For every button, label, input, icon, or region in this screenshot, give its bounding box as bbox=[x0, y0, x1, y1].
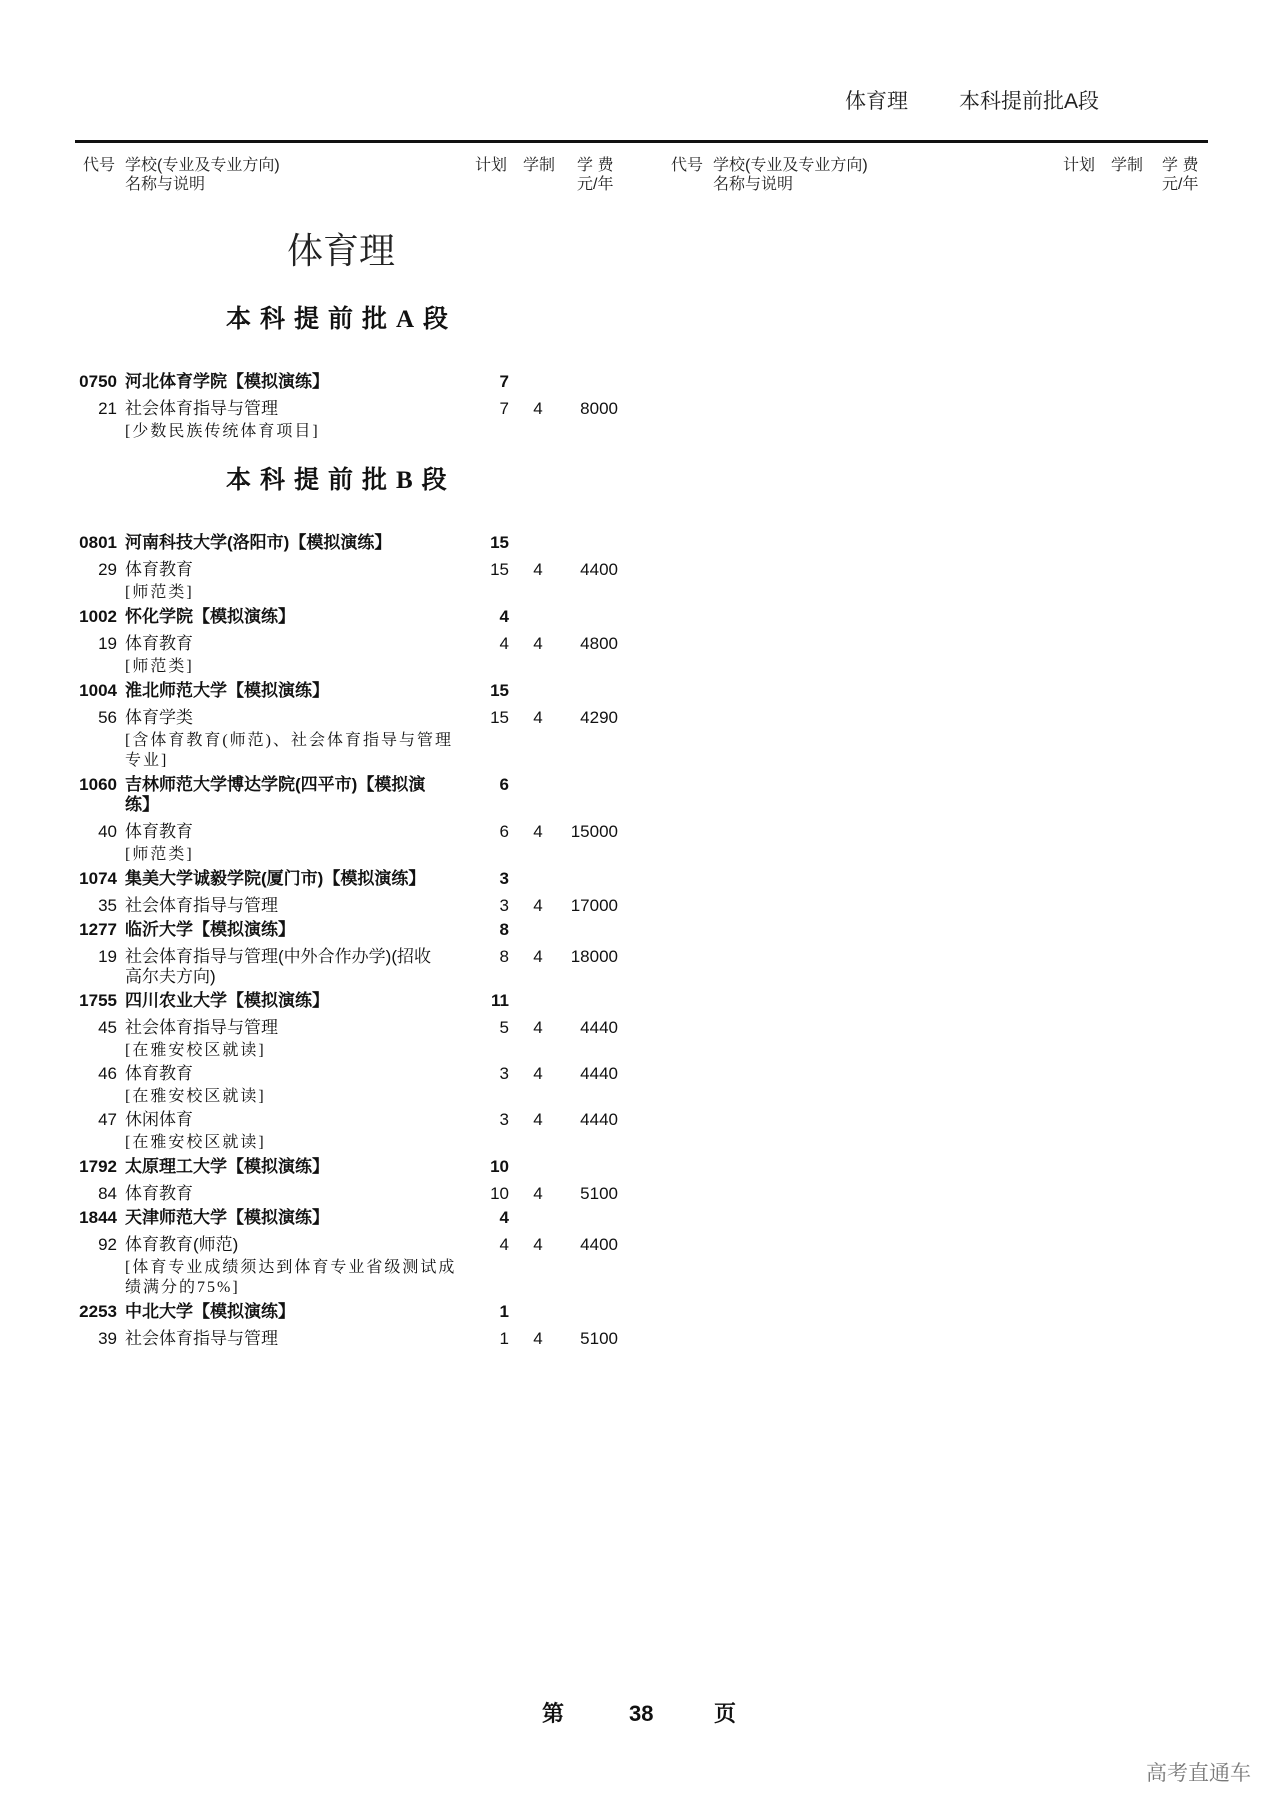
institution-row bbox=[75, 991, 618, 1015]
page-number-prefix: 第 bbox=[542, 1701, 565, 1726]
major-plan: 5 bbox=[499, 1018, 509, 1037]
institution-code: 0750 bbox=[79, 372, 117, 391]
institution-plan: 10 bbox=[490, 1157, 509, 1176]
major-plan: 6 bbox=[499, 822, 509, 841]
major-row bbox=[75, 1329, 618, 1349]
column-header-fee-unit: 元/年 bbox=[1162, 176, 1199, 193]
major-fee: 15000 bbox=[570, 822, 618, 841]
column-header-code: 代号 bbox=[83, 157, 116, 174]
major-row bbox=[75, 560, 618, 580]
institution-code: 1004 bbox=[79, 681, 117, 700]
major-code: 21 bbox=[98, 399, 117, 418]
major-plan: 3 bbox=[499, 896, 509, 915]
major-plan: 7 bbox=[499, 399, 509, 418]
major-row bbox=[75, 896, 618, 916]
major-row bbox=[75, 399, 618, 419]
major-row bbox=[75, 634, 618, 654]
institution-plan: 11 bbox=[491, 991, 509, 1010]
major-note: [师范类] bbox=[125, 846, 194, 863]
major-row bbox=[75, 1110, 618, 1130]
major-plan: 1 bbox=[499, 1329, 509, 1348]
major-fee: 8000 bbox=[580, 399, 618, 418]
major-plan: 4 bbox=[499, 634, 509, 653]
major-plan: 8 bbox=[499, 947, 509, 966]
major-fee: 4800 bbox=[580, 634, 618, 653]
institution-row bbox=[75, 681, 618, 705]
section-title: 本科提前批B段 bbox=[226, 467, 456, 494]
column-header-plan: 计划 bbox=[475, 157, 508, 174]
major-years: 4 bbox=[533, 822, 543, 841]
major-years: 4 bbox=[533, 1018, 543, 1037]
institution-plan: 3 bbox=[499, 869, 509, 888]
major-fee: 4440 bbox=[580, 1064, 618, 1083]
institution-plan: 6 bbox=[499, 775, 509, 794]
major-years: 4 bbox=[533, 1235, 543, 1254]
major-row bbox=[75, 708, 618, 728]
institution-code: 1002 bbox=[79, 607, 117, 626]
institution-code: 0801 bbox=[79, 533, 117, 552]
major-years: 4 bbox=[533, 1064, 543, 1083]
major-row bbox=[75, 947, 618, 987]
institution-name: 四川农业大学【模拟演练】 bbox=[125, 991, 329, 1010]
institution-plan: 1 bbox=[499, 1302, 509, 1321]
column-header-code: 代号 bbox=[671, 157, 704, 174]
institution-plan: 8 bbox=[499, 920, 509, 939]
institution-plan: 4 bbox=[499, 607, 509, 626]
major-code: 84 bbox=[98, 1184, 117, 1203]
major-note: [体育专业成绩须达到体育专业省级测试成绩满分的75%] bbox=[125, 1259, 457, 1296]
major-name: 社会体育指导与管理(中外合作办学)(招收高尔夫方向) bbox=[125, 947, 431, 986]
institution-name: 临沂大学【模拟演练】 bbox=[125, 920, 295, 939]
column-header-fee: 学 费 bbox=[577, 157, 614, 174]
major-code: 56 bbox=[98, 708, 117, 727]
major-fee: 5100 bbox=[580, 1329, 618, 1348]
major-note: [在雅安校区就读] bbox=[125, 1134, 266, 1151]
major-plan: 3 bbox=[499, 1064, 509, 1083]
page-number: 38 bbox=[629, 1701, 654, 1726]
institution-plan: 7 bbox=[499, 372, 509, 391]
column-header-fee: 学 费 bbox=[1162, 157, 1199, 174]
running-header-batch: 本科提前批A段 bbox=[959, 90, 1100, 113]
column-header-plan: 计划 bbox=[1063, 157, 1096, 174]
major-years: 4 bbox=[533, 1184, 543, 1203]
major-name: 体育教育 bbox=[125, 1064, 193, 1083]
major-fee: 17000 bbox=[570, 896, 618, 915]
major-fee: 4290 bbox=[580, 708, 618, 727]
major-fee: 4400 bbox=[580, 560, 618, 579]
page-title: 体育理 bbox=[287, 230, 396, 271]
major-years: 4 bbox=[533, 1329, 543, 1348]
column-header-school: 学校(专业及专业方向) bbox=[125, 157, 280, 174]
institution-code: 1844 bbox=[79, 1208, 117, 1227]
major-row bbox=[75, 1064, 618, 1084]
major-plan: 15 bbox=[490, 560, 509, 579]
institution-name: 中北大学【模拟演练】 bbox=[125, 1302, 295, 1321]
page-number-suffix: 页 bbox=[714, 1701, 737, 1726]
major-name: 体育教育 bbox=[125, 634, 193, 653]
major-code: 19 bbox=[98, 634, 117, 653]
institution-row bbox=[75, 372, 618, 396]
institution-plan: 15 bbox=[490, 533, 509, 552]
institution-row bbox=[75, 869, 618, 893]
institution-name: 太原理工大学【模拟演练】 bbox=[125, 1157, 329, 1176]
major-name: 社会体育指导与管理 bbox=[125, 399, 278, 418]
major-note: [师范类] bbox=[125, 658, 194, 675]
major-years: 4 bbox=[533, 708, 543, 727]
major-plan: 4 bbox=[499, 1235, 509, 1254]
institution-row bbox=[75, 1208, 618, 1232]
major-plan: 3 bbox=[499, 1110, 509, 1129]
institution-name: 吉林师范大学博达学院(四平市)【模拟演练】 bbox=[125, 775, 426, 814]
major-code: 40 bbox=[98, 822, 117, 841]
major-note: [含体育教育(师范)、社会体育指导与管理专业] bbox=[125, 732, 453, 769]
institution-name: 怀化学院【模拟演练】 bbox=[125, 607, 295, 626]
institution-code: 1060 bbox=[79, 775, 117, 794]
major-fee: 4440 bbox=[580, 1110, 618, 1129]
major-row bbox=[75, 1018, 618, 1038]
major-plan: 15 bbox=[490, 708, 509, 727]
major-code: 46 bbox=[98, 1064, 117, 1083]
major-fee: 4440 bbox=[580, 1018, 618, 1037]
institution-name: 河南科技大学(洛阳市)【模拟演练】 bbox=[125, 533, 392, 552]
section-title: 本科提前批A段 bbox=[226, 306, 458, 333]
institution-code: 1277 bbox=[79, 920, 117, 939]
institution-row bbox=[75, 533, 618, 557]
column-header-years: 学制 bbox=[1111, 157, 1144, 174]
major-name: 休闲体育 bbox=[125, 1110, 193, 1129]
major-years: 4 bbox=[533, 947, 543, 966]
institution-row bbox=[75, 920, 618, 944]
running-header-subject: 体育理 bbox=[845, 90, 908, 113]
institution-row bbox=[75, 607, 618, 631]
major-row bbox=[75, 1184, 618, 1204]
column-header-fee-unit: 元/年 bbox=[577, 176, 614, 193]
major-code: 47 bbox=[98, 1110, 117, 1129]
major-name: 体育教育 bbox=[125, 560, 193, 579]
column-header-school-sub: 名称与说明 bbox=[713, 176, 794, 193]
major-years: 4 bbox=[533, 560, 543, 579]
admissions-listing bbox=[75, 228, 655, 1349]
major-name: 体育教育 bbox=[125, 1184, 193, 1203]
major-name: 社会体育指导与管理 bbox=[125, 1329, 278, 1348]
institution-row bbox=[75, 1157, 618, 1181]
institution-name: 河北体育学院【模拟演练】 bbox=[125, 372, 329, 391]
institution-plan: 4 bbox=[499, 1208, 509, 1227]
major-name: 体育学类 bbox=[125, 708, 193, 727]
major-years: 4 bbox=[533, 634, 543, 653]
major-row bbox=[75, 822, 618, 842]
institution-name: 淮北师范大学【模拟演练】 bbox=[125, 681, 329, 700]
major-fee: 5100 bbox=[580, 1184, 618, 1203]
major-years: 4 bbox=[533, 399, 543, 418]
institution-code: 1074 bbox=[79, 869, 117, 888]
major-name: 社会体育指导与管理 bbox=[125, 896, 278, 915]
institution-row bbox=[75, 1302, 618, 1326]
major-note: [少数民族传统体育项目] bbox=[125, 423, 320, 440]
major-years: 4 bbox=[533, 1110, 543, 1129]
major-name: 体育教育(师范) bbox=[125, 1235, 239, 1254]
institution-code: 1755 bbox=[79, 991, 117, 1010]
institution-name: 集美大学诚毅学院(厦门市)【模拟演练】 bbox=[125, 869, 426, 888]
major-fee: 18000 bbox=[570, 947, 618, 966]
major-code: 92 bbox=[98, 1235, 117, 1254]
institution-row bbox=[75, 775, 618, 819]
major-plan: 10 bbox=[490, 1184, 509, 1203]
major-note: [师范类] bbox=[125, 584, 194, 601]
major-name: 体育教育 bbox=[125, 822, 193, 841]
institution-name: 天津师范大学【模拟演练】 bbox=[125, 1208, 329, 1227]
column-header-years: 学制 bbox=[523, 157, 556, 174]
major-row bbox=[75, 1235, 618, 1255]
column-header-school-sub: 名称与说明 bbox=[125, 176, 206, 193]
major-fee: 4400 bbox=[580, 1235, 618, 1254]
institution-plan: 15 bbox=[490, 681, 509, 700]
major-years: 4 bbox=[533, 896, 543, 915]
institution-code: 1792 bbox=[79, 1157, 117, 1176]
major-name: 社会体育指导与管理 bbox=[125, 1018, 278, 1037]
column-header-school: 学校(专业及专业方向) bbox=[713, 157, 868, 174]
major-code: 45 bbox=[98, 1018, 117, 1037]
header-rule bbox=[75, 140, 1208, 143]
major-note: [在雅安校区就读] bbox=[125, 1088, 266, 1105]
major-code: 19 bbox=[98, 947, 117, 966]
watermark-text: 高考直通车 bbox=[1146, 1762, 1251, 1785]
institution-code: 2253 bbox=[79, 1302, 117, 1321]
major-code: 35 bbox=[98, 896, 117, 915]
major-note: [在雅安校区就读] bbox=[125, 1042, 266, 1059]
major-code: 39 bbox=[98, 1329, 117, 1348]
major-code: 29 bbox=[98, 560, 117, 579]
